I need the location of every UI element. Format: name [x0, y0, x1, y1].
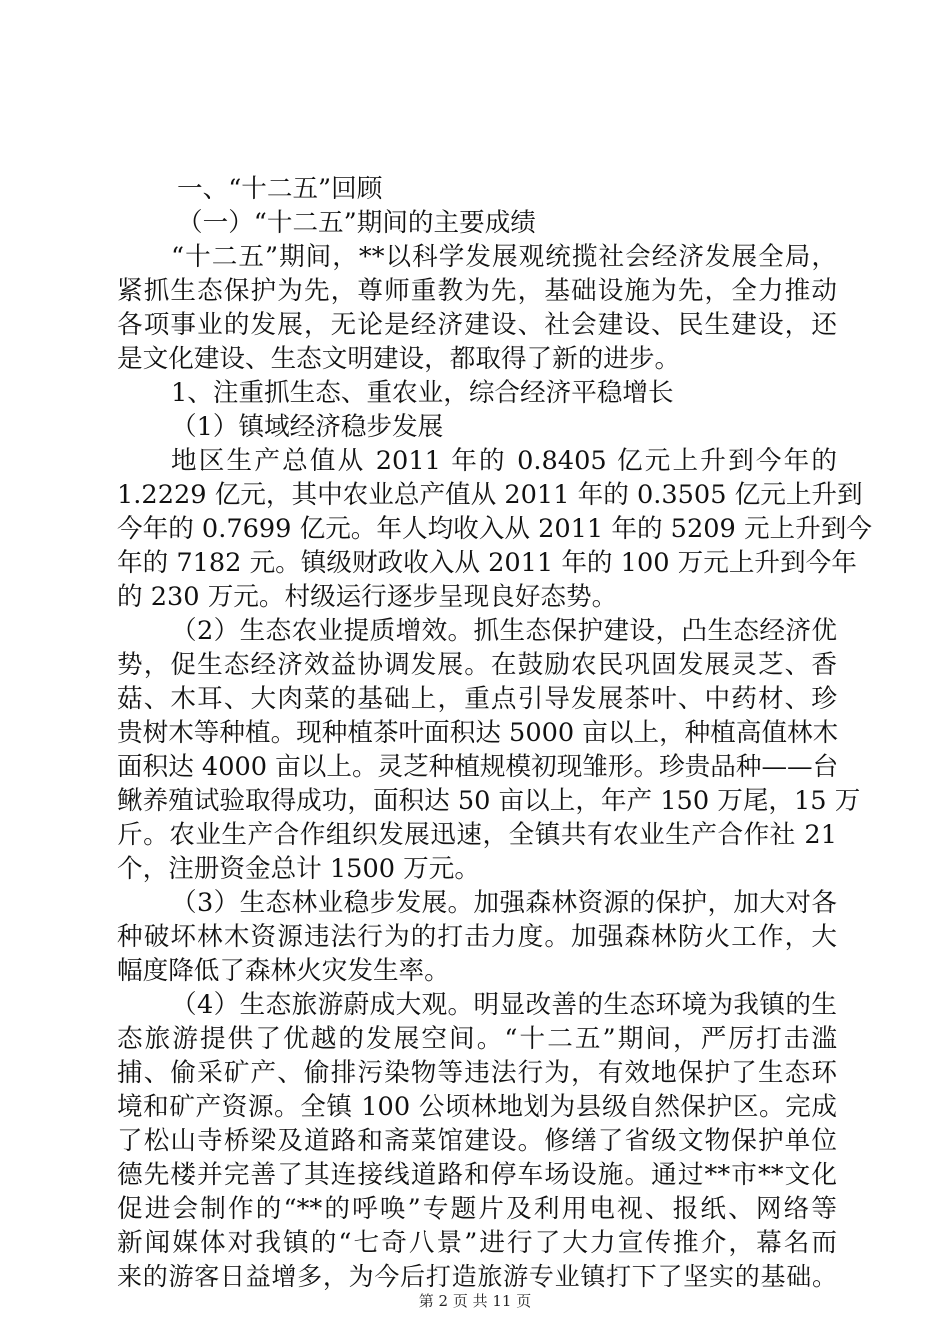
- paragraph-line: 鳅养殖试验取得成功，面积达 50 亩以上，年产 150 万尾，15 万: [117, 786, 861, 816]
- paragraph-line: 个，注册资金总计 1500 万元。: [117, 854, 480, 884]
- paragraph-line: 幅度降低了森林火灾发生率。: [117, 956, 450, 986]
- paragraph-line: 年的 7182 元。镇级财政收入从 2011 年的 100 万元上升到今年: [117, 548, 857, 578]
- paragraph-line: 来的游客日益增多，为今后打造旅游专业镇打下了坚实的基础。: [117, 1262, 837, 1291]
- paragraph-line: 各项事业的发展，无论是经济建设、社会建设、民生建设，还: [117, 310, 837, 340]
- paragraph-line: 态旅游提供了优越的发展空间。“十二五”期间，严厉打击滥: [117, 1024, 837, 1054]
- paragraph-line: 德先楼并完善了其连接线道路和停车场设施。通过**市**文化: [117, 1160, 837, 1190]
- paragraph-line: （3）生态林业稳步发展。加强森林资源的保护，加大对各: [171, 888, 837, 918]
- paragraph-line: 境和矿产资源。全镇 100 公顷林地划为县级自然保护区。完成: [117, 1092, 837, 1122]
- paragraph-line: 了松山寺桥梁及道路和斋菜馆建设。修缮了省级文物保护单位: [117, 1126, 837, 1156]
- paragraph-line: 今年的 0.7699 亿元。年人均收入从 2011 年的 5209 元上升到今: [117, 514, 872, 544]
- paragraph-line: 紧抓生态保护为先，尊师重教为先，基础设施为先，全力推动: [117, 276, 837, 306]
- paragraph-line: （4）生态旅游蔚成大观。明显改善的生态环境为我镇的生: [171, 990, 837, 1020]
- paragraph-line: 是文化建设、生态文明建设，都取得了新的进步。: [117, 344, 681, 374]
- paragraph-line: 的 230 万元。村级运行逐步呈现良好态势。: [117, 582, 618, 612]
- section-title: 1、注重抓生态、重农业，综合经济平稳增长: [171, 378, 674, 408]
- paragraph-line: 促进会制作的“**的呼唤”专题片及利用电视、报纸、网络等: [117, 1194, 837, 1224]
- paragraph-line: 势，促生态经济效益协调发展。在鼓励农民巩固发展灵芝、香: [117, 650, 837, 680]
- paragraph-line: 地区生产总值从 2011 年的 0.8405 亿元上升到今年的: [171, 446, 837, 476]
- item-title: （1）镇域经济稳步发展: [171, 412, 444, 442]
- paragraph-line: 斤。农业生产合作组织发展迅速，全镇共有农业生产合作社 21: [117, 820, 837, 850]
- paragraph-line: 贵树木等种植。现种植茶叶面积达 5000 亩以上，种植高值林木: [117, 718, 839, 748]
- paragraph-line: 新闻媒体对我镇的“七奇八景”进行了大力宣传推介，幕名而: [117, 1228, 837, 1258]
- paragraph-line: 种破坏林木资源违法行为的打击力度。加强森林防火工作，大: [117, 922, 837, 952]
- paragraph-line: 菇、木耳、大肉菜的基础上，重点引导发展茶叶、中药材、珍: [117, 684, 837, 714]
- paragraph-line: 捕、偷采矿产、偷排污染物等违法行为，有效地保护了生态环: [117, 1058, 837, 1088]
- paragraph-line: 面积达 4000 亩以上。灵芝种植规模初现雏形。珍贵品种——台: [117, 752, 839, 782]
- paragraph-line: 1.2229 亿元，其中农业总产值从 2011 年的 0.3505 亿元上升到: [117, 480, 863, 510]
- paragraph-line: “十二五”期间，**以科学发展观统揽社会经济发展全局，: [171, 242, 837, 272]
- page-number-footer: 第 2 页 共 11 页: [418, 1292, 532, 1310]
- paragraph-line: （2）生态农业提质增效。抓生态保护建设，凸生态经济优: [171, 616, 837, 646]
- section-heading: 一、“十二五”回顾: [177, 174, 383, 204]
- subsection-heading: （一）“十二五”期间的主要成绩: [177, 208, 536, 238]
